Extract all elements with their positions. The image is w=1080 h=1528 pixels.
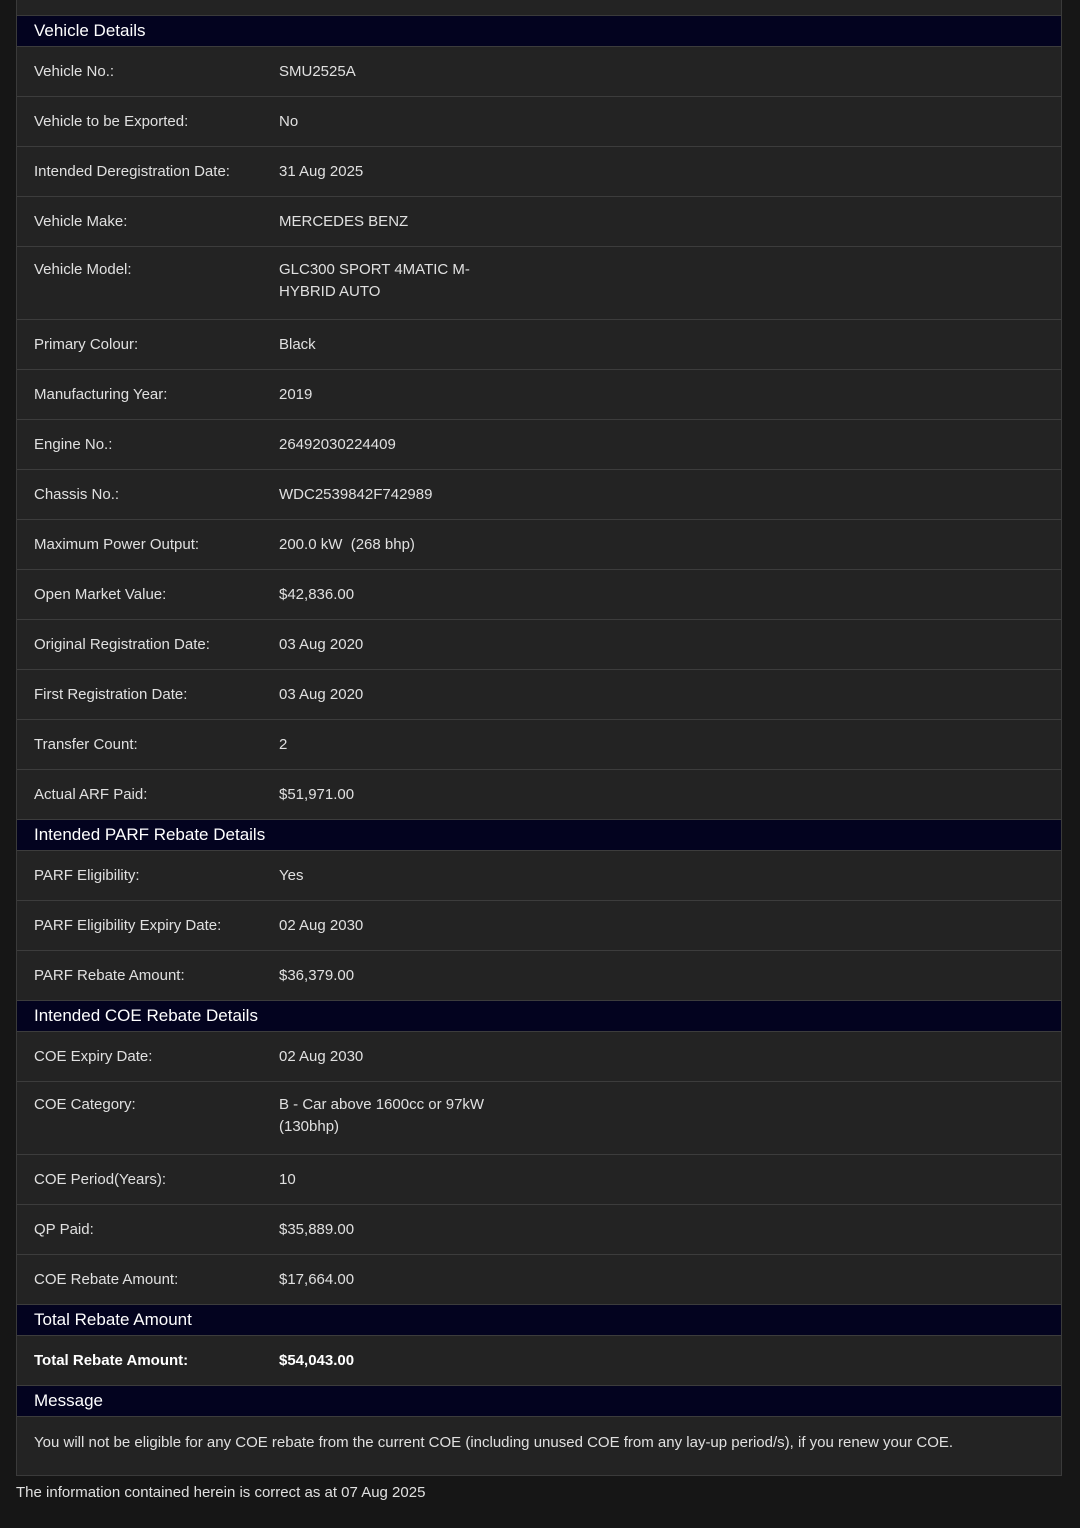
row-label: Engine No.:	[34, 436, 113, 453]
row-vehicle-model	[17, 247, 1061, 320]
row-label: Vehicle Model:	[34, 261, 132, 278]
row-value	[279, 259, 470, 303]
row-value: $17,664.00	[279, 1270, 355, 1288]
row-value: 03 Aug 2020	[279, 685, 364, 703]
footer-disclaimer: The information contained herein is correct as at 07 Aug 2025	[16, 1484, 426, 1501]
row-label: QP Paid:	[34, 1221, 94, 1238]
row-value: 2019	[279, 385, 313, 403]
row-value: 02 Aug 2030	[279, 916, 364, 934]
row-actual-arf-paid	[17, 770, 1061, 820]
row-vehicle-make	[17, 197, 1061, 247]
row-chassis-no	[17, 470, 1061, 520]
row-value: 26492030224409	[279, 435, 396, 453]
row-value-line-2: HYBRID AUTO	[279, 283, 381, 300]
row-label: COE Rebate Amount:	[34, 1271, 179, 1288]
row-coe-expiry-date	[17, 1032, 1061, 1082]
row-label: COE Period(Years):	[34, 1171, 166, 1188]
row-manufacturing-year	[17, 370, 1061, 420]
row-label: PARF Rebate Amount:	[34, 967, 185, 984]
row-label: COE Expiry Date:	[34, 1048, 153, 1065]
row-value: Yes	[279, 866, 304, 884]
row-label: Total Rebate Amount:	[34, 1352, 189, 1369]
row-value: Black	[279, 335, 316, 353]
row-value	[279, 1094, 484, 1138]
row-vehicle-no	[17, 47, 1061, 97]
vehicle-details-rows	[17, 47, 1061, 820]
details-panel	[16, 0, 1062, 1476]
row-parf-eligibility	[17, 851, 1061, 901]
row-first-registration-date	[17, 670, 1061, 720]
row-value: 10	[279, 1170, 296, 1188]
row-total-rebate-amount	[17, 1336, 1061, 1386]
row-label: Vehicle Make:	[34, 213, 128, 230]
section-header-vehicle-details: Vehicle Details	[17, 16, 1061, 47]
row-value: $54,043.00	[279, 1351, 355, 1369]
row-value: MERCEDES BENZ	[279, 212, 409, 230]
row-value-line-1: B - Car above 1600cc or 97kW	[279, 1096, 485, 1113]
row-label: Vehicle No.:	[34, 63, 115, 80]
row-value-line-1: GLC300 SPORT 4MATIC M-	[279, 261, 470, 278]
row-label: Maximum Power Output:	[34, 536, 200, 553]
message-text: You will not be eligible for any COE rebate from the current COE (including unused COE from any lay-up period/s), if you renew your COE.	[34, 1433, 954, 1451]
row-label: First Registration Date:	[34, 686, 188, 703]
row-value: 03 Aug 2020	[279, 635, 364, 653]
row-value: $36,379.00	[279, 966, 355, 984]
panel-top-spacer	[17, 0, 1061, 16]
row-maximum-power-output	[17, 520, 1061, 570]
row-value: 200.0 kW (268 bhp)	[279, 535, 415, 553]
row-coe-category	[17, 1082, 1061, 1155]
section-header-parf-rebate: Intended PARF Rebate Details	[17, 820, 1061, 851]
section-header-message: Message	[17, 1386, 1061, 1417]
row-label: Open Market Value:	[34, 586, 167, 603]
row-label: PARF Eligibility Expiry Date:	[34, 917, 222, 934]
row-original-registration-date	[17, 620, 1061, 670]
parf-rebate-rows	[17, 851, 1061, 1001]
row-qp-paid	[17, 1205, 1061, 1255]
row-value: 02 Aug 2030	[279, 1047, 364, 1065]
section-header-coe-rebate: Intended COE Rebate Details	[17, 1001, 1061, 1032]
row-value: WDC2539842F742989	[279, 485, 433, 503]
row-transfer-count	[17, 720, 1061, 770]
row-parf-eligibility-expiry-date	[17, 901, 1061, 951]
row-coe-period	[17, 1155, 1061, 1205]
row-label: Intended Deregistration Date:	[34, 163, 230, 180]
row-value: SMU2525A	[279, 62, 356, 80]
row-label: Chassis No.:	[34, 486, 120, 503]
row-coe-rebate-amount	[17, 1255, 1061, 1305]
row-label: Transfer Count:	[34, 736, 138, 753]
row-value: 2	[279, 735, 288, 753]
row-label: Manufacturing Year:	[34, 386, 168, 403]
row-value: 31 Aug 2025	[279, 162, 364, 180]
row-vehicle-to-be-exported	[17, 97, 1061, 147]
row-parf-rebate-amount	[17, 951, 1061, 1001]
row-label: Original Registration Date:	[34, 636, 210, 653]
row-value: $51,971.00	[279, 785, 355, 803]
row-label: COE Category:	[34, 1096, 136, 1113]
row-label: PARF Eligibility:	[34, 867, 140, 884]
row-value-line-2: (130bhp)	[279, 1118, 340, 1135]
row-open-market-value	[17, 570, 1061, 620]
row-value: $35,889.00	[279, 1220, 355, 1238]
section-header-total-rebate: Total Rebate Amount	[17, 1305, 1061, 1336]
row-value: $42,836.00	[279, 585, 355, 603]
row-label: Vehicle to be Exported:	[34, 113, 189, 130]
row-primary-colour	[17, 320, 1061, 370]
row-engine-no	[17, 420, 1061, 470]
row-value: No	[279, 112, 299, 130]
row-intended-deregistration-date	[17, 147, 1061, 197]
row-label: Actual ARF Paid:	[34, 786, 148, 803]
row-label: Primary Colour:	[34, 336, 139, 353]
coe-rebate-rows	[17, 1032, 1061, 1305]
